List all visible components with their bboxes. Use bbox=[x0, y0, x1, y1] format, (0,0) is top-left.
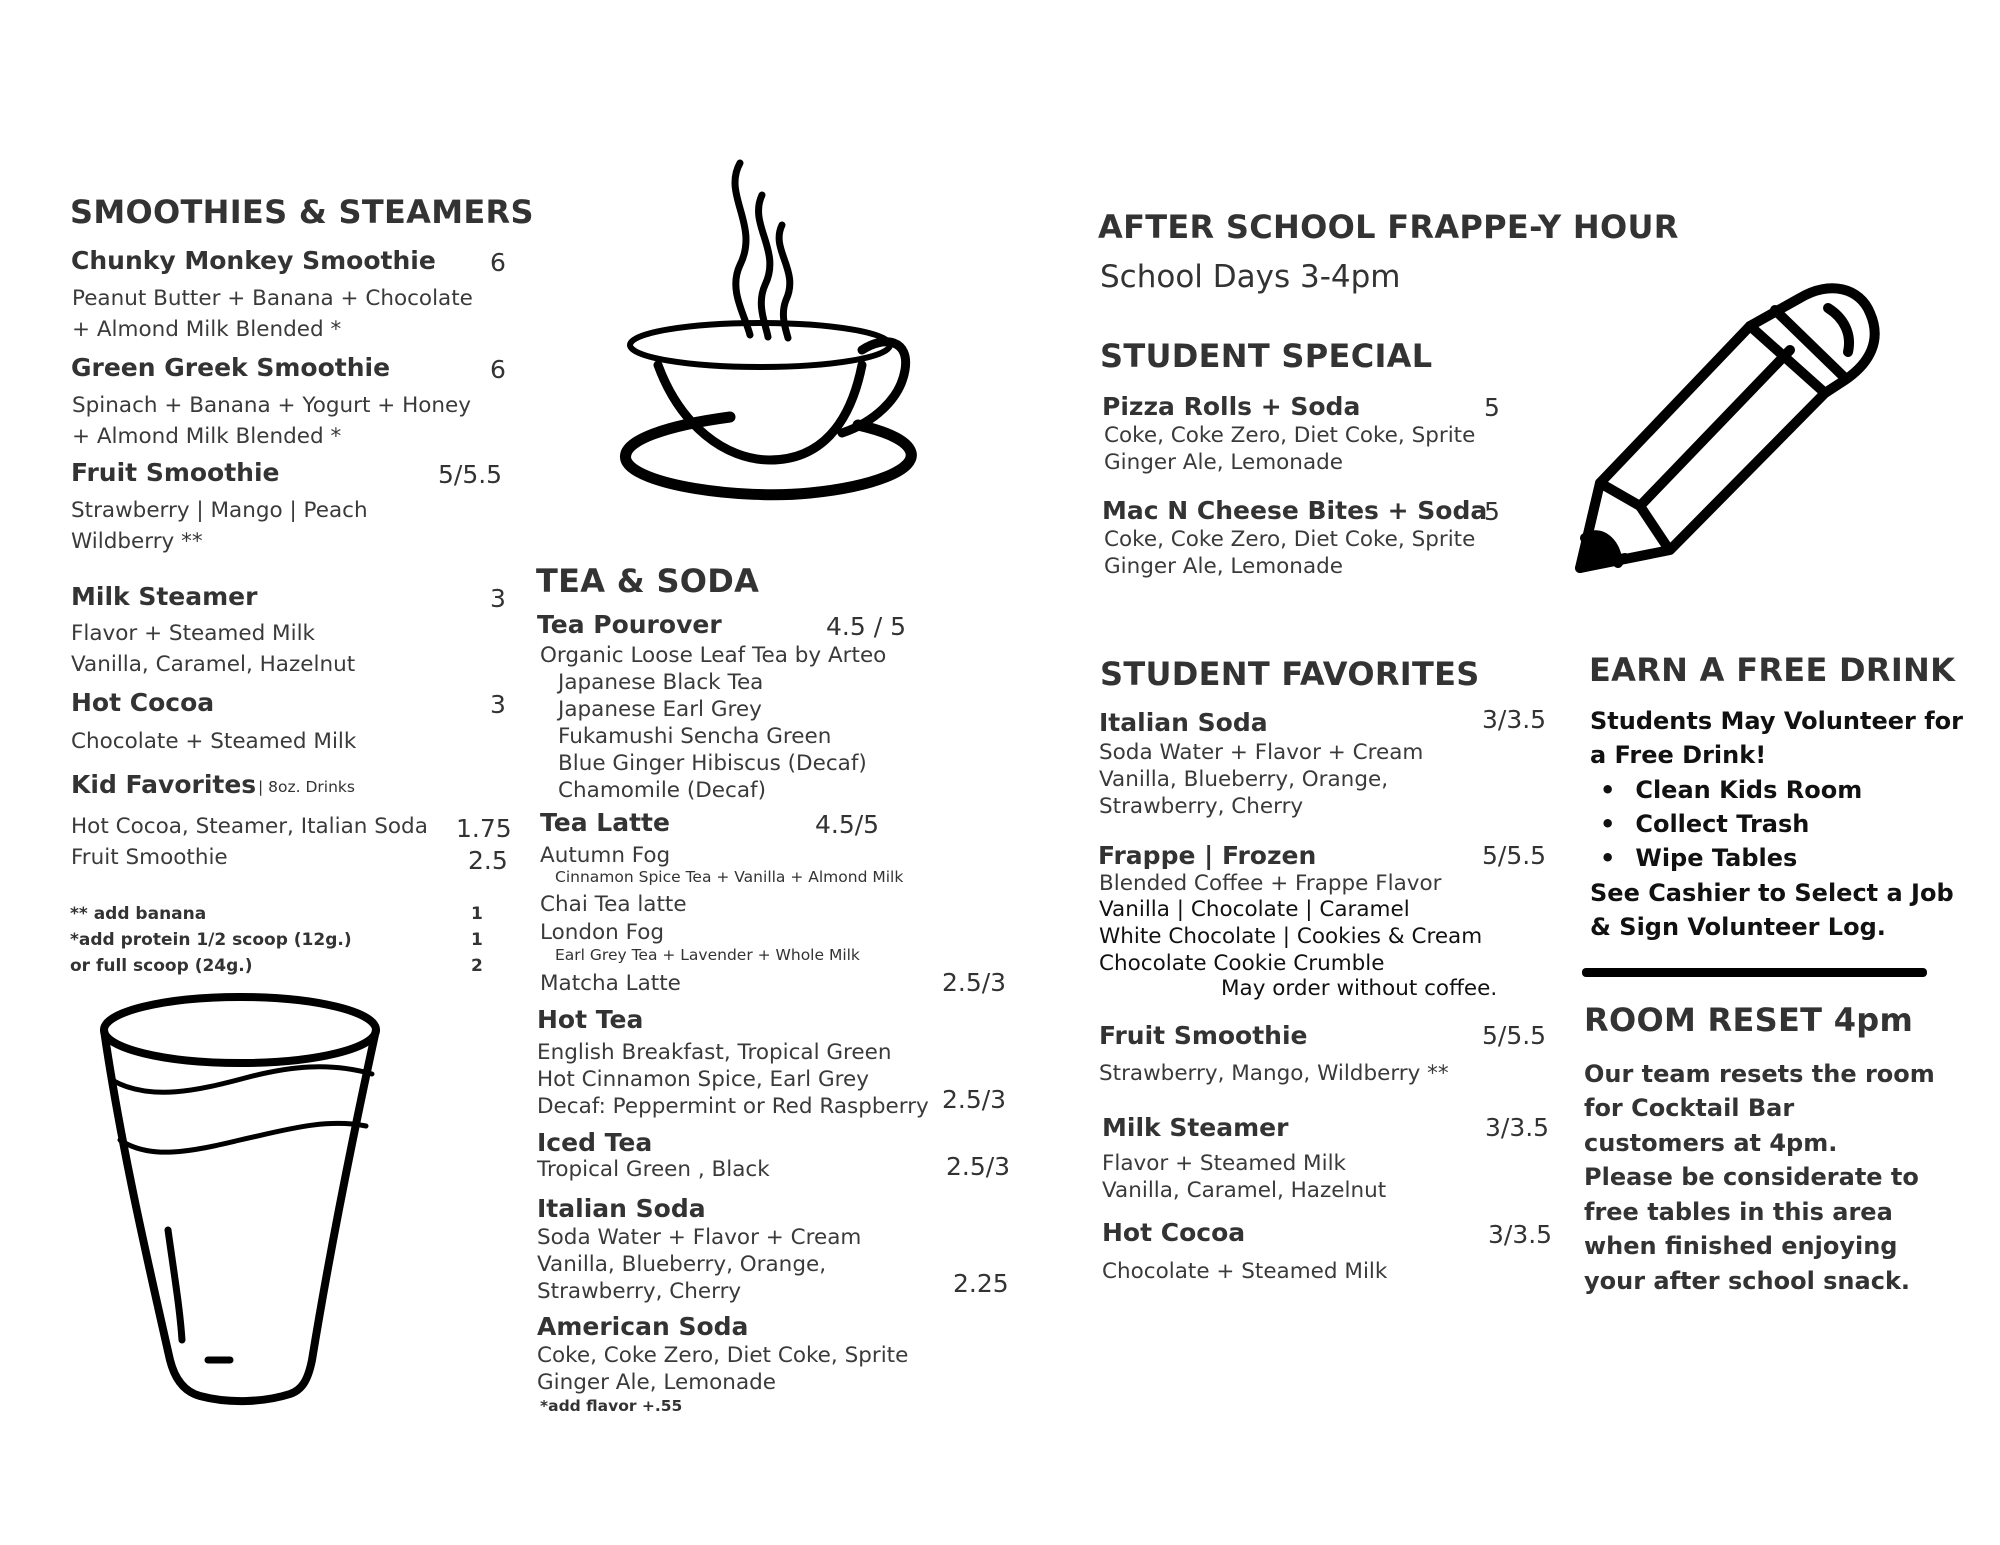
bullet-icon: • bbox=[1600, 844, 1616, 872]
pizza-rolls-line-1: Coke, Coke Zero, Diet Coke, Sprite bbox=[1104, 423, 1476, 448]
american-soda-note: *add flavor +.55 bbox=[540, 1397, 683, 1415]
earn-bullet-text: Wipe Tables bbox=[1635, 844, 1798, 872]
note-protein-full-label: or full scoop (24g.) bbox=[70, 956, 253, 976]
fav-frappe-price: 5/5.5 bbox=[1482, 841, 1547, 870]
matcha-latte-name: Matcha Latte bbox=[540, 971, 681, 996]
fruit-smoothie-desc-2: Wildberry ** bbox=[71, 529, 203, 554]
fav-milk-steamer-price: 3/3.5 bbox=[1485, 1113, 1550, 1142]
coffee-cup-icon bbox=[610, 155, 940, 515]
hot-tea-name: Hot Tea bbox=[537, 1005, 644, 1034]
room-reset-line: for Cocktail Bar bbox=[1584, 1094, 1795, 1122]
note-banana-label: ** add banana bbox=[70, 904, 207, 924]
matcha-latte-price: 2.5/3 bbox=[942, 968, 1007, 997]
fruit-smoothie-desc-1: Strawberry | Mango | Peach bbox=[71, 498, 368, 523]
italian-soda-line-1: Soda Water + Flavor + Cream bbox=[537, 1225, 862, 1250]
green-greek-name: Green Greek Smoothie bbox=[71, 353, 391, 382]
earn-line-4: & Sign Volunteer Log. bbox=[1590, 913, 1886, 941]
american-soda-line-2: Ginger Ale, Lemonade bbox=[537, 1370, 776, 1395]
pencil-icon bbox=[1570, 268, 1890, 588]
hot-tea-price: 2.5/3 bbox=[942, 1085, 1007, 1114]
iced-tea-price: 2.5/3 bbox=[946, 1152, 1011, 1181]
smoothies-title: SMOOTHIES & STEAMERS bbox=[70, 193, 534, 231]
fav-milk-steamer-name: Milk Steamer bbox=[1102, 1113, 1289, 1142]
kid-favorites-name: Kid Favorites bbox=[71, 770, 257, 799]
chunky-monkey-desc-1: Peanut Butter + Banana + Chocolate bbox=[72, 286, 473, 311]
iced-tea-desc: Tropical Green , Black bbox=[537, 1157, 770, 1182]
fav-hot-cocoa-desc: Chocolate + Steamed Milk bbox=[1102, 1259, 1388, 1284]
iced-tea-name: Iced Tea bbox=[537, 1128, 653, 1157]
kid-favorites-size: | 8oz. Drinks bbox=[258, 778, 355, 796]
student-favorites-title: STUDENT FAVORITES bbox=[1100, 655, 1480, 693]
fav-milk-steamer-line-1: Flavor + Steamed Milk bbox=[1102, 1151, 1346, 1176]
italian-soda-line-3: Strawberry, Cherry bbox=[537, 1279, 742, 1304]
bullet-icon: • bbox=[1600, 810, 1616, 838]
green-greek-price: 6 bbox=[490, 355, 506, 384]
hot-tea-line-1: English Breakfast, Tropical Green bbox=[537, 1040, 892, 1065]
autumn-fog-name: Autumn Fog bbox=[540, 843, 671, 868]
earn-bullet-text: Clean Kids Room bbox=[1635, 776, 1863, 804]
london-fog-desc: Earl Grey Tea + Lavender + Whole Milk bbox=[555, 946, 860, 964]
bullet-icon: • bbox=[1600, 776, 1616, 804]
chunky-monkey-price: 6 bbox=[490, 248, 506, 277]
kid-favorites-line-2: Fruit Smoothie bbox=[71, 845, 228, 870]
tea-latte-name: Tea Latte bbox=[540, 808, 670, 837]
hot-tea-line-2: Hot Cinnamon Spice, Earl Grey bbox=[537, 1067, 869, 1092]
fav-hot-cocoa-price: 3/3.5 bbox=[1488, 1220, 1553, 1249]
fav-frappe-line-3: White Chocolate | Cookies & Cream bbox=[1099, 924, 1483, 949]
green-greek-desc-1: Spinach + Banana + Yogurt + Honey bbox=[72, 393, 471, 418]
student-special-title: STUDENT SPECIAL bbox=[1100, 337, 1433, 375]
tea-pourover-item: Blue Ginger Hibiscus (Decaf) bbox=[558, 751, 867, 776]
earn-bullet-item bbox=[1600, 844, 1797, 872]
tea-pourover-name: Tea Pourover bbox=[537, 610, 722, 639]
fav-milk-steamer-line-2: Vanilla, Caramel, Hazelnut bbox=[1102, 1178, 1387, 1203]
autumn-fog-desc: Cinnamon Spice Tea + Vanilla + Almond Milk bbox=[555, 868, 904, 886]
hot-tea-line-3: Decaf: Peppermint or Red Raspberry bbox=[537, 1094, 929, 1119]
pizza-rolls-price: 5 bbox=[1484, 393, 1500, 422]
fav-fruit-smoothie-price: 5/5.5 bbox=[1482, 1021, 1547, 1050]
london-fog-name: London Fog bbox=[540, 920, 665, 945]
american-soda-name: American Soda bbox=[537, 1312, 749, 1341]
fav-italian-soda-line-1: Soda Water + Flavor + Cream bbox=[1099, 740, 1424, 765]
tea-soda-title: TEA & SODA bbox=[536, 562, 760, 600]
drinking-glass-icon bbox=[90, 990, 410, 1430]
hot-cocoa-price: 3 bbox=[490, 690, 506, 719]
room-reset-line: Please be considerate to bbox=[1584, 1163, 1919, 1191]
frappe-hour-subtitle: School Days 3-4pm bbox=[1100, 259, 1401, 295]
earn-free-drink-title: EARN A FREE DRINK bbox=[1589, 651, 1956, 689]
kid-favorites-line-1: Hot Cocoa, Steamer, Italian Soda bbox=[71, 814, 428, 839]
chai-tea-latte-name: Chai Tea latte bbox=[540, 892, 687, 917]
italian-soda-name: Italian Soda bbox=[537, 1194, 706, 1223]
earn-line-3: See Cashier to Select a Job bbox=[1590, 879, 1954, 907]
room-reset-title: ROOM RESET 4pm bbox=[1584, 1001, 1914, 1039]
pizza-rolls-line-2: Ginger Ale, Lemonade bbox=[1104, 450, 1343, 475]
milk-steamer-name: Milk Steamer bbox=[71, 582, 258, 611]
italian-soda-line-2: Vanilla, Blueberry, Orange, bbox=[537, 1252, 827, 1277]
note-protein-full-price: 2 bbox=[471, 956, 483, 976]
room-reset-line: customers at 4pm. bbox=[1584, 1129, 1838, 1157]
fav-fruit-smoothie-name: Fruit Smoothie bbox=[1099, 1021, 1308, 1050]
fav-frappe-line-2: Vanilla | Chocolate | Caramel bbox=[1099, 897, 1410, 922]
milk-steamer-desc-2: Vanilla, Caramel, Hazelnut bbox=[71, 652, 356, 677]
earn-bullet-item bbox=[1600, 776, 1862, 804]
chunky-monkey-name: Chunky Monkey Smoothie bbox=[71, 246, 436, 275]
pizza-rolls-name: Pizza Rolls + Soda bbox=[1102, 392, 1361, 421]
room-reset-line: Our team resets the room bbox=[1584, 1060, 1935, 1088]
tea-pourover-item: Japanese Black Tea bbox=[558, 670, 764, 695]
section-divider bbox=[1582, 968, 1927, 977]
note-protein-half-price: 1 bbox=[471, 930, 483, 950]
tea-latte-price: 4.5/5 bbox=[815, 810, 880, 839]
fruit-smoothie-name: Fruit Smoothie bbox=[71, 458, 280, 487]
fruit-smoothie-price: 5/5.5 bbox=[438, 460, 503, 489]
fav-fruit-smoothie-desc: Strawberry, Mango, Wildberry ** bbox=[1099, 1061, 1449, 1086]
fav-italian-soda-name: Italian Soda bbox=[1099, 708, 1268, 737]
green-greek-desc-2: + Almond Milk Blended * bbox=[72, 424, 342, 449]
frappe-hour-title: AFTER SCHOOL FRAPPE-Y HOUR bbox=[1098, 208, 1679, 246]
mac-cheese-line-2: Ginger Ale, Lemonade bbox=[1104, 554, 1343, 579]
hot-cocoa-desc: Chocolate + Steamed Milk bbox=[71, 729, 357, 754]
fav-frappe-line-5: May order without coffee. bbox=[1221, 976, 1498, 1001]
tea-pourover-item: Fukamushi Sencha Green bbox=[558, 724, 832, 749]
kid-favorites-price-1: 1.75 bbox=[456, 814, 512, 843]
note-banana-price: 1 bbox=[471, 904, 483, 924]
italian-soda-price: 2.25 bbox=[953, 1269, 1009, 1298]
room-reset-line: free tables in this area bbox=[1584, 1198, 1893, 1226]
fav-frappe-line-4: Chocolate Cookie Crumble bbox=[1099, 951, 1385, 976]
earn-bullet-text: Collect Trash bbox=[1635, 810, 1810, 838]
fav-hot-cocoa-name: Hot Cocoa bbox=[1102, 1218, 1246, 1247]
fav-frappe-name: Frappe | Frozen bbox=[1098, 841, 1317, 870]
milk-steamer-desc-1: Flavor + Steamed Milk bbox=[71, 621, 315, 646]
kid-favorites-price-2: 2.5 bbox=[468, 846, 508, 875]
tea-pourover-item: Japanese Earl Grey bbox=[558, 697, 762, 722]
mac-cheese-price: 5 bbox=[1484, 497, 1500, 526]
chunky-monkey-desc-2: + Almond Milk Blended * bbox=[72, 317, 342, 342]
mac-cheese-name: Mac N Cheese Bites + Soda bbox=[1102, 496, 1488, 525]
fav-italian-soda-line-2: Vanilla, Blueberry, Orange, bbox=[1099, 767, 1389, 792]
fav-italian-soda-line-3: Strawberry, Cherry bbox=[1099, 794, 1304, 819]
note-protein-half-label: *add protein 1/2 scoop (12g.) bbox=[70, 930, 352, 950]
room-reset-line: when finished enjoying bbox=[1584, 1232, 1898, 1260]
earn-line-1: Students May Volunteer for bbox=[1590, 707, 1963, 735]
tea-pourover-price: 4.5 / 5 bbox=[826, 612, 906, 641]
earn-line-2: a Free Drink! bbox=[1590, 741, 1767, 769]
mac-cheese-line-1: Coke, Coke Zero, Diet Coke, Sprite bbox=[1104, 527, 1476, 552]
tea-pourover-desc: Organic Loose Leaf Tea by Arteo bbox=[540, 643, 887, 668]
milk-steamer-price: 3 bbox=[490, 584, 506, 613]
room-reset-line: your after school snack. bbox=[1584, 1267, 1911, 1295]
fav-frappe-line-1: Blended Coffee + Frappe Flavor bbox=[1099, 871, 1442, 896]
fav-italian-soda-price: 3/3.5 bbox=[1482, 705, 1547, 734]
american-soda-line-1: Coke, Coke Zero, Diet Coke, Sprite bbox=[537, 1343, 909, 1368]
tea-pourover-item: Chamomile (Decaf) bbox=[558, 778, 766, 803]
hot-cocoa-name: Hot Cocoa bbox=[71, 688, 215, 717]
earn-bullet-item bbox=[1600, 810, 1809, 838]
